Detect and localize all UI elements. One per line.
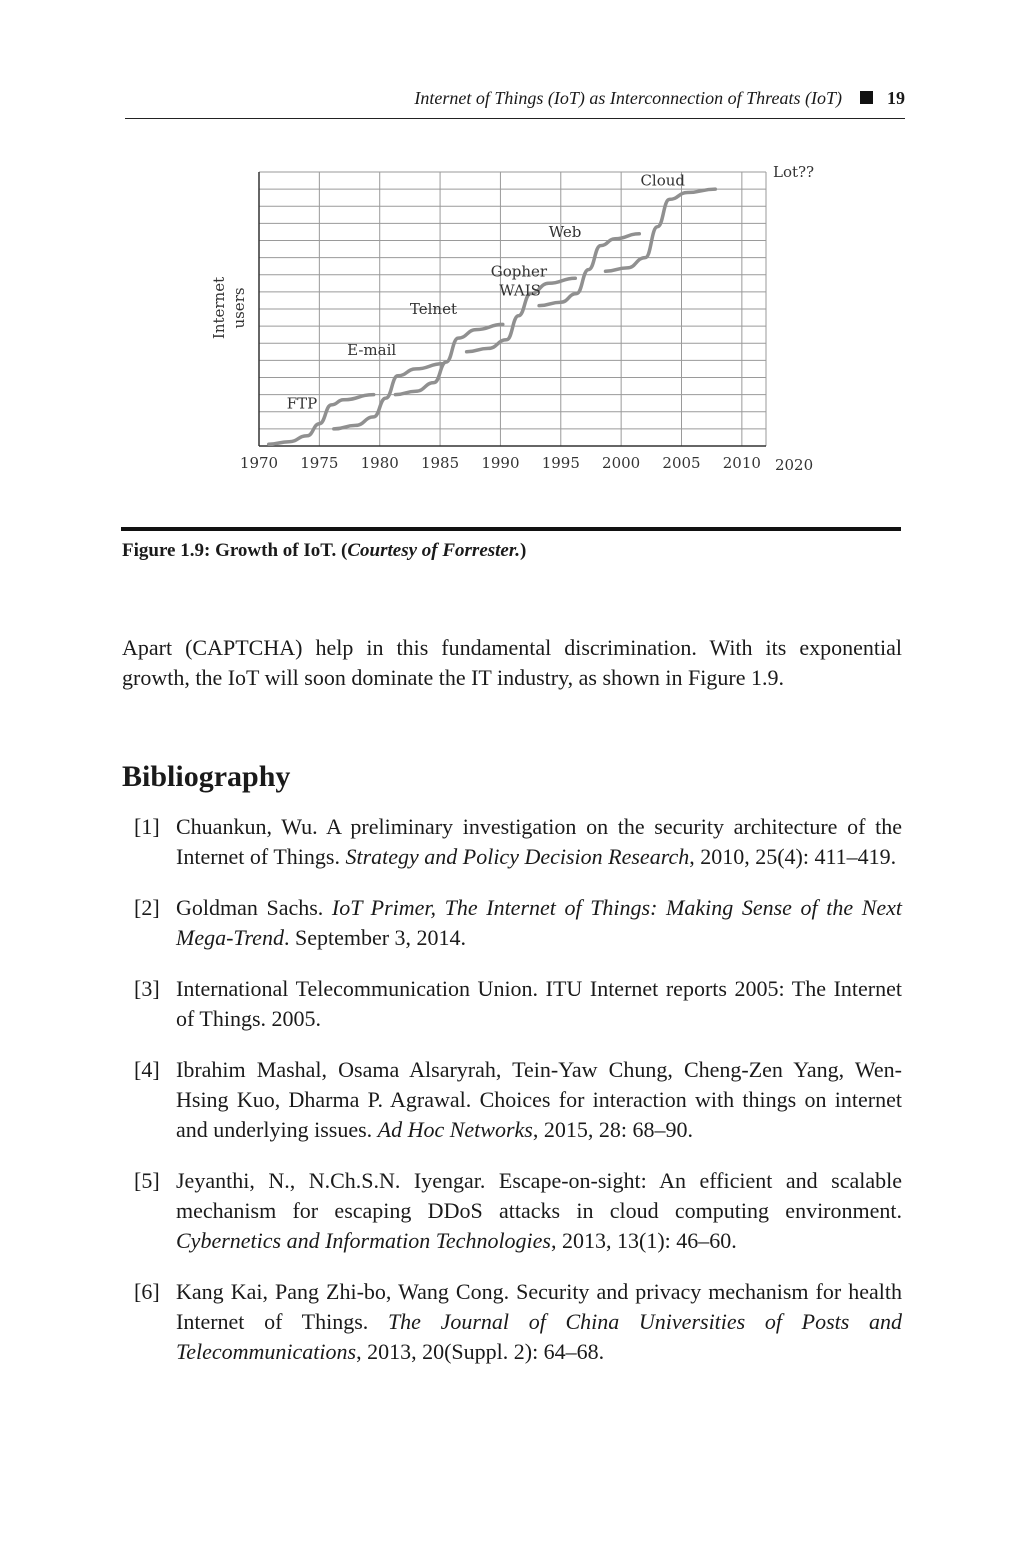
bib-number: [4] [134,1057,160,1082]
y-axis-label [210,277,248,339]
x-tick-label: 1995 [541,454,580,472]
series-label: Gopher [490,262,548,281]
running-title: Internet of Things (IoT) as Interconnection of Threats (IoT) [414,88,842,108]
square-bullet-icon [860,91,873,104]
x-tick-label: 2005 [662,454,701,472]
x-tick-label: 2020 [774,456,814,474]
bib-entry [122,893,902,953]
series-label: Cloud [640,171,686,190]
bib-venue: Cybernetics and Information Technologies [176,1228,551,1253]
bib-text: Chuankun, Wu. A preliminary investigation on the security architecture of the Internet of Things. [176,814,902,869]
series-label: FTP [286,394,318,413]
running-header [125,88,905,119]
series-line [269,395,374,445]
page-number: 19 [887,88,905,108]
bib-entry [122,1166,902,1256]
series-line [334,364,443,429]
bibliography-title: Bibliography [122,760,291,793]
figure-caption: Figure 1.9: Growth of IoT. (Courtesy of Forrester.) [122,540,527,561]
series-line [606,189,716,271]
bib-number: [5] [134,1168,160,1193]
bib-details: , 2010, 25(4): 411–419. [689,844,897,869]
bib-details: . September 3, 2014. [283,925,467,950]
bib-text: Goldman Sachs. [176,895,332,920]
corner-label: Lot?? [773,163,815,181]
bib-venue: IoT Primer, The Internet of Things: Making Sense of the Next Mega-Trend [176,895,903,950]
bib-entry [122,1055,902,1145]
caption-label: Figure 1.9: [122,540,211,561]
caption-text: Growth of IoT. [215,540,337,561]
bib-details: , 2013, 13(1): 46–60. [551,1228,737,1253]
bib-entry [122,974,902,1034]
series-line [395,324,502,394]
bib-venue: Ad Hoc Networks [377,1117,533,1142]
x-tick-label: 1980 [360,454,399,472]
body-paragraph: Apart (CAPTCHA) help in this fundamental discrimination. With its exponential growth, the IoT will soon dominate the IT industry, as shown in Figure 1.9. [122,635,902,690]
bib-text: Kang Kai, Pang Zhi-bo, Wang Cong. Security and privacy mechanism for health Internet of Things. [176,1279,902,1334]
x-tick-label: 1985 [420,454,460,472]
bib-number: [2] [134,895,160,920]
bib-entry [122,812,902,872]
bib-number: [1] [134,814,160,839]
bib-text: International Telecommunication Union. ITU Internet reports 2005: The Internet of Things. 2005. [176,976,902,1031]
y-axis-label-line: Internet [210,276,228,340]
bib-text: Jeyanthi, N., N.Ch.S.N. Iyengar. Escape-on-sight: An efficient and scalable mechanism for escaping DDoS attacks in cloud computing environment. [176,1168,902,1223]
x-tick-label: 2000 [602,454,641,472]
bib-number: [6] [134,1279,160,1304]
caption-courtesy: Courtesy of Forrester. [347,540,520,561]
series-label: Web [548,223,582,242]
figure-rule [121,527,901,531]
bibliography-list [122,812,902,1388]
y-axis-label-line: users [230,287,248,329]
bib-details: , 2015, 28: 68–90. [532,1117,693,1142]
x-tick-label: 2010 [722,454,761,472]
series-label: Telnet [409,300,457,319]
bib-details: , 2013, 20(Suppl. 2): 64–68. [356,1339,605,1364]
x-tick-label: 1970 [239,454,279,472]
series-label: WAIS [499,281,541,300]
x-tick-label: 1975 [300,454,339,472]
iot-growth-chart [0,150,1024,500]
bib-venue: Strategy and Policy Decision Research [345,844,690,869]
bib-text: Ibrahim Mashal, Osama Alsaryrah, Tein-Yaw Chung, Cheng-Zen Yang, Wen-Hsing Kuo, Dharma P. Agrawal. Choices for interaction with things on internet and underlying issues. [176,1057,902,1142]
bib-number: [3] [134,976,160,1001]
series-label: E-mail [347,341,397,360]
bib-venue: The Journal of China Universities of Posts and Telecommunications [176,1309,902,1364]
bib-entry [122,1277,902,1367]
x-tick-label: 1990 [481,454,520,472]
